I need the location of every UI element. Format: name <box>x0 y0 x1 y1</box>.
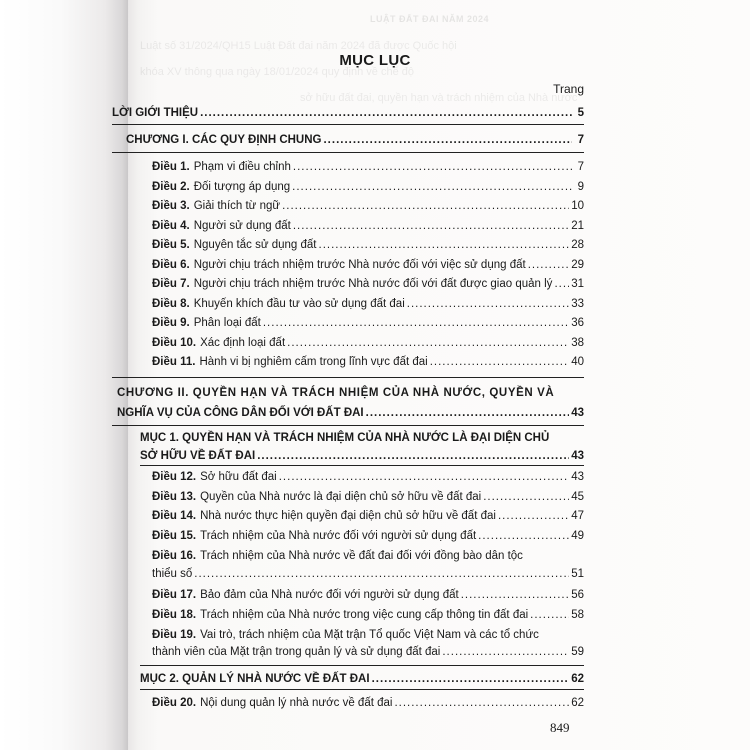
dot-leader <box>366 406 570 420</box>
article-label: Điều 3. <box>152 200 190 212</box>
article-title: Hành vi bị nghiêm cấm trong lĩnh vực đất đai <box>199 356 428 368</box>
article-title: Xác định loại đất <box>200 336 286 349</box>
toc-page-number: 7 <box>577 134 584 146</box>
article-label: Điều 8. <box>152 297 190 310</box>
article-label: Điều 5. <box>152 239 190 251</box>
toc-page-number: 45 <box>571 490 584 503</box>
article-label: Điều 10. <box>152 336 197 349</box>
dot-leader <box>263 316 569 330</box>
page-folio: 849 <box>550 720 570 735</box>
article-title: Phạm vi điều chỉnh <box>193 161 291 173</box>
article-title: Phân loại đất <box>193 317 261 329</box>
article-label: Điều 2. <box>152 180 190 193</box>
toc-entry-title: NGHĨA VỤ CỦA CÔNG DÂN ĐỐI VỚI ĐẤT ĐAI <box>117 407 364 419</box>
dot-leader <box>478 529 569 543</box>
running-header-showthrough: LUẬT ĐẤT ĐAI NĂM 2024 <box>370 14 490 24</box>
toc-page-number: 29 <box>571 258 584 271</box>
toc-entry-intro[interactable] <box>112 106 584 120</box>
dot-leader <box>394 696 569 710</box>
toc-page-number: 62 <box>571 697 584 709</box>
separator-line <box>112 152 584 153</box>
dot-leader <box>194 567 569 581</box>
toc-page-number: 21 <box>571 219 584 232</box>
dot-leader <box>461 588 569 602</box>
toc-entry-article[interactable] <box>152 180 584 194</box>
toc-page-number: 49 <box>571 529 584 542</box>
dot-leader <box>293 219 569 233</box>
toc-entry-article[interactable] <box>152 355 584 369</box>
toc-entry-section-1-line1[interactable]: MỤC 1. QUYỀN HẠN VÀ TRÁCH NHIỆM CỦA NHÀ NƯỚC LÀ ĐẠI DIỆN CHỦ <box>140 432 550 444</box>
toc-entry-article[interactable] <box>152 608 584 622</box>
dot-leader <box>530 608 569 622</box>
article-label: Điều 12. <box>152 471 197 483</box>
toc-entry-article-19-line1[interactable] <box>152 628 539 642</box>
toc-entry-article[interactable] <box>152 219 584 233</box>
dot-leader <box>200 106 572 120</box>
toc-entry-title: CHƯƠNG I. CÁC QUY ĐỊNH CHUNG <box>126 134 322 146</box>
page-column-label: Trang <box>553 82 584 96</box>
separator-line <box>140 689 584 690</box>
toc-entry-article-16-line1[interactable] <box>152 549 523 563</box>
article-title: Người sử dụng đất <box>193 219 291 232</box>
toc-entry-title: SỞ HỮU VỀ ĐẤT ĐAI <box>140 450 256 462</box>
toc-page-number: 43 <box>571 471 584 483</box>
toc-page-number: 9 <box>577 180 584 193</box>
toc-entry-title: MỤC 2. QUẢN LÝ NHÀ NƯỚC VỀ ĐẤT ĐAI <box>140 673 370 685</box>
toc-entry-article[interactable] <box>152 297 584 311</box>
dot-leader <box>279 470 569 484</box>
showthrough-text: Luật số 31/2024/QH15 Luật Đất đai năm 2024 đã được Quốc hội <box>140 40 457 52</box>
article-title: Nội dung quản lý nhà nước về đất đai <box>200 697 393 709</box>
article-title: Bảo đảm của Nhà nước đối với người sử dụng đất <box>200 589 459 601</box>
article-title: Người chịu trách nhiệm trước Nhà nước đối với đất được giao quản lý <box>193 278 553 290</box>
dot-leader <box>282 199 569 213</box>
toc-entry-title: LỜI GIỚI THIỆU <box>112 107 199 119</box>
page-title: MỤC LỤC <box>339 52 411 69</box>
separator-line <box>112 425 584 426</box>
dot-leader <box>257 449 569 463</box>
article-label: Điều 18. <box>152 608 197 621</box>
article-title: Khuyến khích đầu tư vào sử dụng đất đai <box>193 297 405 310</box>
toc-entry-article[interactable] <box>152 336 584 350</box>
separator-line <box>112 124 584 125</box>
article-title: Người chịu trách nhiệm trước Nhà nước đối với việc sử dụng đất <box>193 258 526 271</box>
article-title: Vai trò, trách nhiệm của Mặt trận Tổ quốc Việt Nam và các tổ chức <box>200 629 539 641</box>
article-title: Trách nhiệm của Nhà nước trong việc cung cấp thông tin đất đai <box>200 608 529 621</box>
toc-entry-article[interactable] <box>152 316 584 330</box>
article-label: Điều 20. <box>152 697 197 709</box>
toc-page-number: 62 <box>571 673 584 685</box>
toc-page-number: 58 <box>571 608 584 621</box>
article-label: Điều 4. <box>152 219 190 232</box>
article-label: Điều 14. <box>152 510 197 522</box>
toc-page-number: 40 <box>571 356 584 368</box>
article-title: Đối tượng áp dụng <box>193 180 291 193</box>
article-label: Điều 15. <box>152 529 197 542</box>
article-label: Điều 9. <box>152 317 190 329</box>
article-label: Điều 11. <box>152 356 196 368</box>
article-title: Giải thích từ ngữ <box>193 200 281 212</box>
dot-leader <box>292 180 572 194</box>
article-title: Sở hữu đất đai <box>200 471 277 483</box>
article-label: Điều 17. <box>152 589 197 601</box>
article-title: Nhà nước thực hiện quyền đại diện chủ sở hữu về đất đai <box>200 510 496 522</box>
toc-page-number: 38 <box>571 336 584 349</box>
toc-entry-article[interactable] <box>152 160 584 174</box>
toc-entry-title: thiểu số <box>152 568 193 580</box>
dot-leader <box>528 258 570 272</box>
article-label: Điều 1. <box>152 161 190 173</box>
toc-entry-article[interactable] <box>152 490 584 504</box>
article-title: Trách nhiệm của Nhà nước về đất đai đối với đồng bào dân tộc <box>200 550 523 562</box>
toc-page-number: 10 <box>571 200 584 212</box>
book-spine <box>0 0 128 750</box>
toc-entry-article-19[interactable] <box>152 645 584 659</box>
toc-entry-article[interactable] <box>152 509 584 523</box>
toc-entry-article[interactable] <box>152 529 584 543</box>
dot-leader <box>498 509 569 523</box>
toc-page-number: 5 <box>577 107 584 119</box>
toc-page-number: 7 <box>577 161 584 173</box>
separator-line <box>140 665 584 666</box>
toc-entry-chapter-2[interactable] <box>117 406 584 420</box>
dot-leader <box>293 160 572 174</box>
toc-page-number: 47 <box>571 510 584 522</box>
article-title: Nguyên tắc sử dụng đất <box>193 239 317 251</box>
dot-leader <box>407 297 569 311</box>
toc-entry-article[interactable] <box>152 696 584 710</box>
toc-page-number: 28 <box>571 239 584 251</box>
dot-leader <box>430 355 570 369</box>
toc-page-number: 36 <box>571 317 584 329</box>
article-title: Quyền của Nhà nước là đại diện chủ sở hữu về đất đai <box>200 490 482 503</box>
dot-leader <box>372 672 570 686</box>
toc-page-number: 31 <box>571 278 584 290</box>
article-label: Điều 6. <box>152 258 190 271</box>
toc-entry-section-1[interactable] <box>140 449 584 463</box>
dot-leader <box>287 336 569 350</box>
separator-line <box>112 377 584 378</box>
dot-leader <box>442 645 569 659</box>
article-label: Điều 19. <box>152 629 197 641</box>
showthrough-text: sở hữu đất đai, quyền hạn và trách nhiệm của Nhà nước <box>300 92 578 104</box>
toc-page-number: 59 <box>571 646 584 658</box>
dot-leader <box>319 238 570 252</box>
article-title: Trách nhiệm của Nhà nước đối với người sử dụng đất <box>200 529 477 542</box>
dot-leader <box>483 490 569 504</box>
toc-entry-article[interactable] <box>152 277 584 291</box>
toc-entry-article[interactable] <box>152 238 584 252</box>
article-label: Điều 7. <box>152 278 190 290</box>
toc-entry-article[interactable] <box>152 588 584 602</box>
toc-entry-section-2[interactable] <box>140 672 584 686</box>
showthrough-text: khóa XV thông qua ngày 18/01/2024 quy định về chế độ <box>140 66 414 78</box>
toc-entry-title: thành viên của Mặt trận trong quản lý và sử dụng đất đai <box>152 646 441 658</box>
article-label: Điều 16. <box>152 550 197 562</box>
article-label: Điều 13. <box>152 490 197 503</box>
toc-page-number: 43 <box>571 450 584 462</box>
dot-leader <box>554 277 569 291</box>
toc-entry-article[interactable] <box>152 258 584 272</box>
toc-entry-chapter-2-line1[interactable]: CHƯƠNG II. QUYỀN HẠN VÀ TRÁCH NHIỆM CỦA NHÀ NƯỚC, QUYỀN VÀ <box>117 387 555 399</box>
toc-entry-article[interactable] <box>152 470 584 484</box>
dot-leader <box>323 133 572 147</box>
toc-page-number: 51 <box>571 568 584 580</box>
toc-entry-article-16[interactable] <box>152 567 584 581</box>
toc-page-number: 56 <box>571 589 584 601</box>
toc-page-number: 43 <box>571 407 584 419</box>
toc-entry-article[interactable] <box>152 199 584 213</box>
toc-entry-chapter-1[interactable] <box>126 133 584 147</box>
separator-line <box>140 465 584 466</box>
toc-page-number: 33 <box>571 297 584 310</box>
